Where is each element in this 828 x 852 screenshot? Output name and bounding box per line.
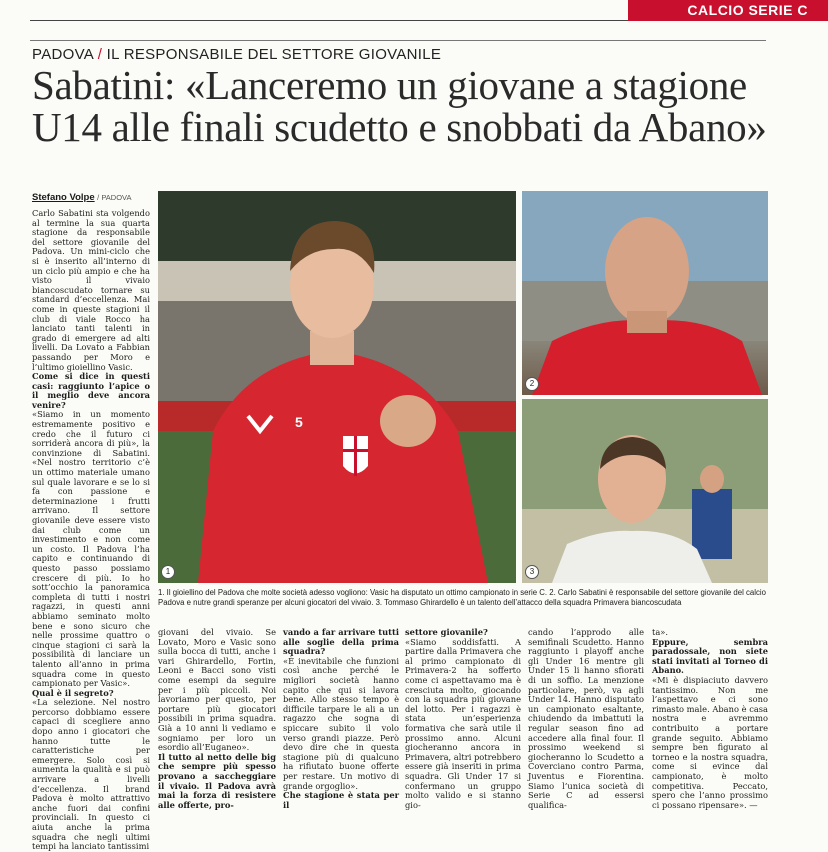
section-tag: CALCIO SERIE C bbox=[628, 0, 828, 21]
article-paragraph: giovani del vivaio. Se Lovato, Moro e Vasic sono sulla bocca di tutti, anche i vari Ghirardello, Fortin, Leoni e Bacci sono visti come esempi da seguire per i più piccoli. Noi lavoriamo per questo, per portare più giocatori possibili in prima squadra. Già a 10 anni li vediamo e sogniamo per loro un esordio all’Euganeo». bbox=[158, 627, 276, 753]
photo-badge-2: 2 bbox=[525, 377, 539, 391]
article-column-5 bbox=[528, 628, 644, 810]
photo-sabatini bbox=[522, 191, 768, 395]
byline-author: Stefano Volpe bbox=[32, 192, 95, 203]
photo-vasic-illustration bbox=[158, 191, 516, 583]
article-paragraph: «La selezione. Nel nostro percorso dobbiamo essere capaci di scegliere anno dopo anno i giocatori che hanno tutte le caratteristiche per emergere. Solo così si aumenta la qualità e si può arrivare a livelli d’eccellenza. Il brand Padova è molto attrattivo anche fuori dai confini provinciali. In questo ci aiuta anche la prima squadra che negli ultimi tempi ha lanciato tantissimi bbox=[32, 697, 150, 852]
photo-badge-3: 3 bbox=[525, 565, 539, 579]
kicker-rule bbox=[30, 40, 766, 41]
kicker-place: PADOVA bbox=[32, 46, 94, 63]
article-column-2 bbox=[158, 628, 276, 810]
photo-ghirardello-illustration bbox=[522, 399, 768, 583]
photo-sabatini-illustration bbox=[522, 191, 768, 395]
interview-question: Che stagione è stata per il bbox=[283, 790, 399, 810]
kicker-topic: IL RESPONSABILE DEL SETTORE GIOVANILE bbox=[106, 46, 442, 63]
article-column-1 bbox=[32, 209, 150, 852]
article-paragraph: Carlo Sabatini sta volgendo al termine la sua quarta stagione da responsabile del settore giovanile del Padova. Un mini-ciclo che si è inserito all’interno di un ciclo più ampio e che ha visto il vivaio biancoscudato tornare su standard d’eccellenza. Mai come in queste stagioni il club di viale Rocco ha lanciato tanti talenti in grado di emergere ad alti livelli. Da Lovato a Fabbian passando per Moro e l’ultimo gioiellino Vasic. bbox=[32, 208, 150, 372]
photo-caption: 1. Il gioiellino del Padova che molte società adesso vogliono: Vasic ha disputato un ottimo campionato in serie C. 2. Carlo Sabatini è responsabile del settore giovanile del calcio Padova e nutre grandi speranze per alcuni giocatori del vivaio. 3. Tommaso Ghirardello è un talento dell’attacco della squadra Primavera biancoscudata bbox=[158, 588, 766, 607]
jersey-number: 5 bbox=[295, 414, 303, 430]
article-column-6 bbox=[652, 628, 768, 810]
section-bar bbox=[0, 0, 828, 22]
photo-badge-1: 1 bbox=[161, 565, 175, 579]
article-paragraph: cando l’approdo alle semifinali Scudetto. Hanno raggiunto i playoff anche gli Under 16 mentre gli Under 15 li hanno sfiorati di un soffio. La menzione particolare, però, va agli Under 14. Hanno disputato un campionato esaltante, chiudendo da imbattuti la regular season fino ad accedere alla final four. Il prossimo weekend si giocheranno lo Scudetto a Coverciano contro Parma, Juventus e Fiorentina. Siamo l’unica società di Serie C ad essersi qualifica- bbox=[528, 627, 644, 810]
article-paragraph: «È inevitabile che funzioni così anche perché le migliori società hanno capito che qui si lavora bene. Allo stesso tempo è difficile tarpare le ali a un ragazzo che sogna di spiccare subito il volo verso grandi piazze. Però devo dire che in questa stagione più di qualcuno ha rifiutato buone offerte per restare. Un motivo di grande orgoglio». bbox=[283, 655, 399, 791]
article-paragraph: «Mi è dispiaciuto davvero tantissimo. Non me l’aspettavo e ci sono rimasto male. Abano è casa nostra e avremmo contribuito a portare grande seguito. Abbiamo sempre ben figurato al torneo e la nostra squadra, come si evince dal campionato, è molto competitiva. Peccato, spero che l’anno prossimo ci possano ripensare». — bbox=[652, 674, 768, 810]
kicker-divider: / bbox=[97, 46, 103, 63]
article-paragraph: «Siamo in un momento estremamente positivo e credo che il futuro ci sorriderà ancora di più», la convinzione di Sabatini. «Nel nostro territorio c’è un ottimo materiale umano sul quale lavorare e se lo si fa con passione e determinazione i frutti arrivano. Il settore giovanile deve essere visto dai club come un investimento e non come un costo. Il Padova l’ha capito e continuando di questo passo possiamo crescere di più. Io ho sott’occhio la panoramica completa di tutti i nostri ragazzi, in questi anni abbiamo seminato molto bene e sono sicuro che nelle prossime quattro o cinque stagioni ci sarà la possibilità di lanciare un talento all’anno in prima squadra come in questo campionato per Vasic». bbox=[32, 409, 150, 689]
photo-ghirardello bbox=[522, 399, 768, 583]
headline bbox=[32, 64, 812, 148]
interview-question: Come si dice in questi casi: raggiunto l’apice o il meglio deve ancora venire? bbox=[32, 371, 150, 410]
article-column-3 bbox=[283, 628, 399, 810]
interview-question: Qual è il segreto? bbox=[32, 687, 114, 698]
headline-line-2: U14 alle finali scudetto e snobbati da Abano» bbox=[32, 104, 767, 150]
interview-question: settore giovanile? bbox=[405, 627, 488, 637]
byline-location: / PADOVA bbox=[97, 193, 132, 202]
interview-question: Il tutto al netto delle big che sempre più spesso provano a saccheggiare il vivaio. Il Padova avrà mai la forza di resistere alle offerte, pro- bbox=[158, 751, 276, 810]
interview-question: Eppure, sembra paradossale, non siete stati invitati al Torneo di Abano. bbox=[652, 636, 768, 676]
article-paragraph: ta». bbox=[652, 627, 668, 637]
photo-vasic bbox=[158, 191, 516, 583]
headline-line-1: Sabatini: «Lanceremo un giovane a stagione bbox=[32, 62, 747, 108]
interview-question: vando a far arrivare tutti alle soglie della prima squadra? bbox=[283, 627, 399, 657]
byline bbox=[32, 192, 131, 203]
article-paragraph: «Siamo soddisfatti. A partire dalla Primavera che al primo campionato di Primavera-2 ha sofferto come ci aspettavamo ma è cresciuta molto, giocando con la squadra più giovane del lotto. Per i ragazzi è stata un’esperienza formativa che sarà utile il prossimo anno. Alcuni giocheranno ancora in Primavera, altri potrebbero essere già inseriti in prima squadra. Gli Under 17 si confermano un gruppo molto valido e si stanno gio- bbox=[405, 636, 522, 810]
kicker bbox=[32, 46, 441, 63]
article-column-4 bbox=[405, 628, 521, 810]
